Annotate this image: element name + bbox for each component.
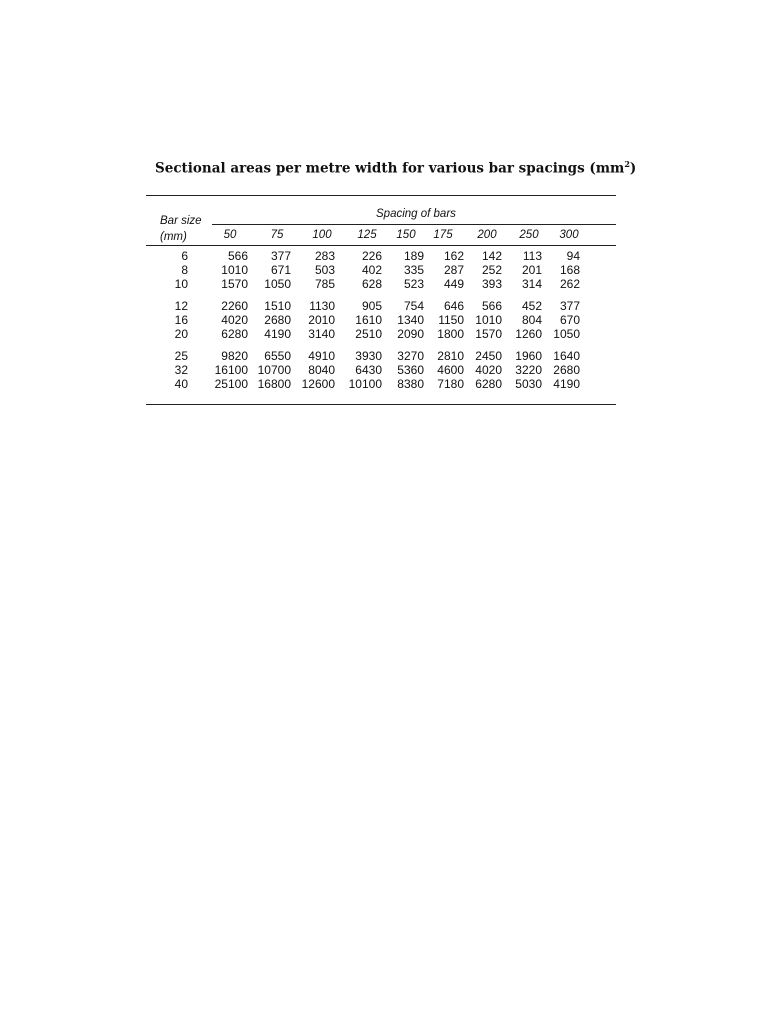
area-cell: 2450 — [475, 349, 502, 363]
area-cell: 1570 — [221, 277, 248, 291]
bar-size-cell: 25 — [174, 349, 188, 363]
bar-size-cell: 16 — [174, 313, 188, 327]
area-cell: 628 — [361, 277, 382, 291]
area-cell: 10700 — [257, 363, 291, 377]
area-cell: 1570 — [475, 327, 502, 341]
table-row — [146, 277, 616, 291]
area-cell: 4190 — [553, 377, 580, 391]
area-cell: 283 — [314, 249, 335, 263]
area-cell: 1800 — [437, 327, 464, 341]
bar-size-header-unit: (mm) — [160, 231, 187, 243]
area-cell: 671 — [270, 263, 291, 277]
area-cell: 3140 — [308, 327, 335, 341]
area-cell: 785 — [314, 277, 335, 291]
area-cell: 3220 — [515, 363, 542, 377]
area-cell: 402 — [361, 263, 382, 277]
area-cell: 162 — [443, 249, 464, 263]
area-cell: 4020 — [221, 313, 248, 327]
area-cell: 168 — [559, 263, 580, 277]
area-cell: 2090 — [397, 327, 424, 341]
area-cell: 8040 — [308, 363, 335, 377]
area-cell: 449 — [443, 277, 464, 291]
area-cell: 1150 — [438, 313, 464, 327]
area-cell: 226 — [361, 249, 382, 263]
table-row — [146, 249, 616, 263]
header-rule — [146, 245, 616, 246]
bar-size-cell: 8 — [181, 263, 188, 277]
area-cell: 142 — [481, 249, 502, 263]
area-cell: 201 — [521, 263, 542, 277]
area-cell: 523 — [403, 277, 424, 291]
bottom-rule — [146, 404, 616, 405]
bar-size-cell: 12 — [174, 299, 188, 313]
area-cell: 4910 — [308, 349, 335, 363]
area-cell: 6550 — [264, 349, 291, 363]
area-cell: 1340 — [397, 313, 424, 327]
table-row — [146, 363, 616, 377]
bar-size-cell: 6 — [181, 249, 188, 263]
area-cell: 3270 — [397, 349, 424, 363]
area-cell: 25100 — [214, 377, 248, 391]
area-cell: 2260 — [221, 299, 248, 313]
area-cell: 252 — [481, 263, 502, 277]
area-cell: 5030 — [515, 377, 542, 391]
spacing-column-headers — [146, 229, 616, 245]
spacing-col-header: 50 — [223, 229, 237, 241]
spacing-col-header: 75 — [270, 229, 284, 241]
area-cell: 6280 — [475, 377, 502, 391]
area-cell: 804 — [521, 313, 542, 327]
area-cell: 1510 — [264, 299, 291, 313]
spacing-col-header: 150 — [396, 229, 416, 241]
area-cell: 3930 — [355, 349, 382, 363]
area-cell: 12600 — [301, 377, 335, 391]
table-row — [146, 327, 616, 341]
area-cell: 754 — [403, 299, 424, 313]
area-cell: 670 — [559, 313, 580, 327]
bar-size-cell: 40 — [174, 377, 188, 391]
area-cell: 377 — [559, 299, 580, 313]
area-cell: 8380 — [397, 377, 424, 391]
area-cell: 335 — [403, 263, 424, 277]
area-cell: 6430 — [355, 363, 382, 377]
spacing-col-header: 125 — [357, 229, 377, 241]
area-cell: 189 — [403, 249, 424, 263]
area-cell: 4190 — [264, 327, 291, 341]
bar-size-cell: 32 — [174, 363, 188, 377]
spacing-col-header: 300 — [559, 229, 579, 241]
area-cell: 94 — [566, 249, 580, 263]
table-title — [155, 159, 637, 177]
area-cell: 16800 — [257, 377, 291, 391]
area-cell: 16100 — [214, 363, 248, 377]
spacing-col-header: 250 — [519, 229, 539, 241]
spacing-col-header: 100 — [312, 229, 332, 241]
area-cell: 2510 — [355, 327, 382, 341]
spacing-col-header: 175 — [433, 229, 453, 241]
area-cell: 566 — [481, 299, 502, 313]
area-cell: 1010 — [475, 313, 502, 327]
area-cell: 377 — [270, 249, 291, 263]
area-cell: 1610 — [355, 313, 382, 327]
area-cell: 1010 — [221, 263, 248, 277]
table-title-suffix: ) — [629, 160, 637, 177]
area-cell: 905 — [361, 299, 382, 313]
spacing-header: Spacing of bars — [376, 208, 456, 220]
area-cell: 4020 — [475, 363, 502, 377]
area-cell: 314 — [521, 277, 542, 291]
area-cell: 2010 — [308, 313, 335, 327]
table-row — [146, 377, 616, 391]
area-cell: 287 — [443, 263, 464, 277]
table-row — [146, 313, 616, 327]
table-row — [146, 299, 616, 313]
area-cell: 9820 — [221, 349, 248, 363]
area-cell: 393 — [481, 277, 502, 291]
area-cell: 1130 — [309, 299, 335, 313]
area-cell: 262 — [559, 277, 580, 291]
bar-size-cell: 10 — [174, 277, 188, 291]
area-cell: 2680 — [553, 363, 580, 377]
spacing-rule — [212, 224, 616, 225]
bar-size-header-label: Bar size — [160, 215, 202, 227]
area-cell: 503 — [314, 263, 335, 277]
area-cell: 1640 — [553, 349, 580, 363]
area-cell: 6280 — [221, 327, 248, 341]
area-cell: 1960 — [515, 349, 542, 363]
area-cell: 4600 — [437, 363, 464, 377]
table-title-superscript: 2 — [624, 159, 630, 169]
area-cell: 10100 — [348, 377, 382, 391]
area-cell: 646 — [443, 299, 464, 313]
area-cell: 2810 — [437, 349, 464, 363]
area-cell: 452 — [521, 299, 542, 313]
area-cell: 2680 — [264, 313, 291, 327]
area-cell: 5360 — [397, 363, 424, 377]
table-row — [146, 349, 616, 363]
area-cell: 7180 — [437, 377, 464, 391]
area-cell: 566 — [227, 249, 248, 263]
area-cell: 113 — [522, 249, 542, 263]
bar-size-cell: 20 — [174, 327, 188, 341]
spacing-col-header: 200 — [477, 229, 497, 241]
table-row — [146, 263, 616, 277]
table-title-text: Sectional areas per metre width for various bar spacings (mm — [155, 160, 625, 177]
area-cell: 1260 — [515, 327, 542, 341]
area-cell: 1050 — [264, 277, 291, 291]
top-rule — [146, 195, 616, 196]
area-cell: 1050 — [553, 327, 580, 341]
